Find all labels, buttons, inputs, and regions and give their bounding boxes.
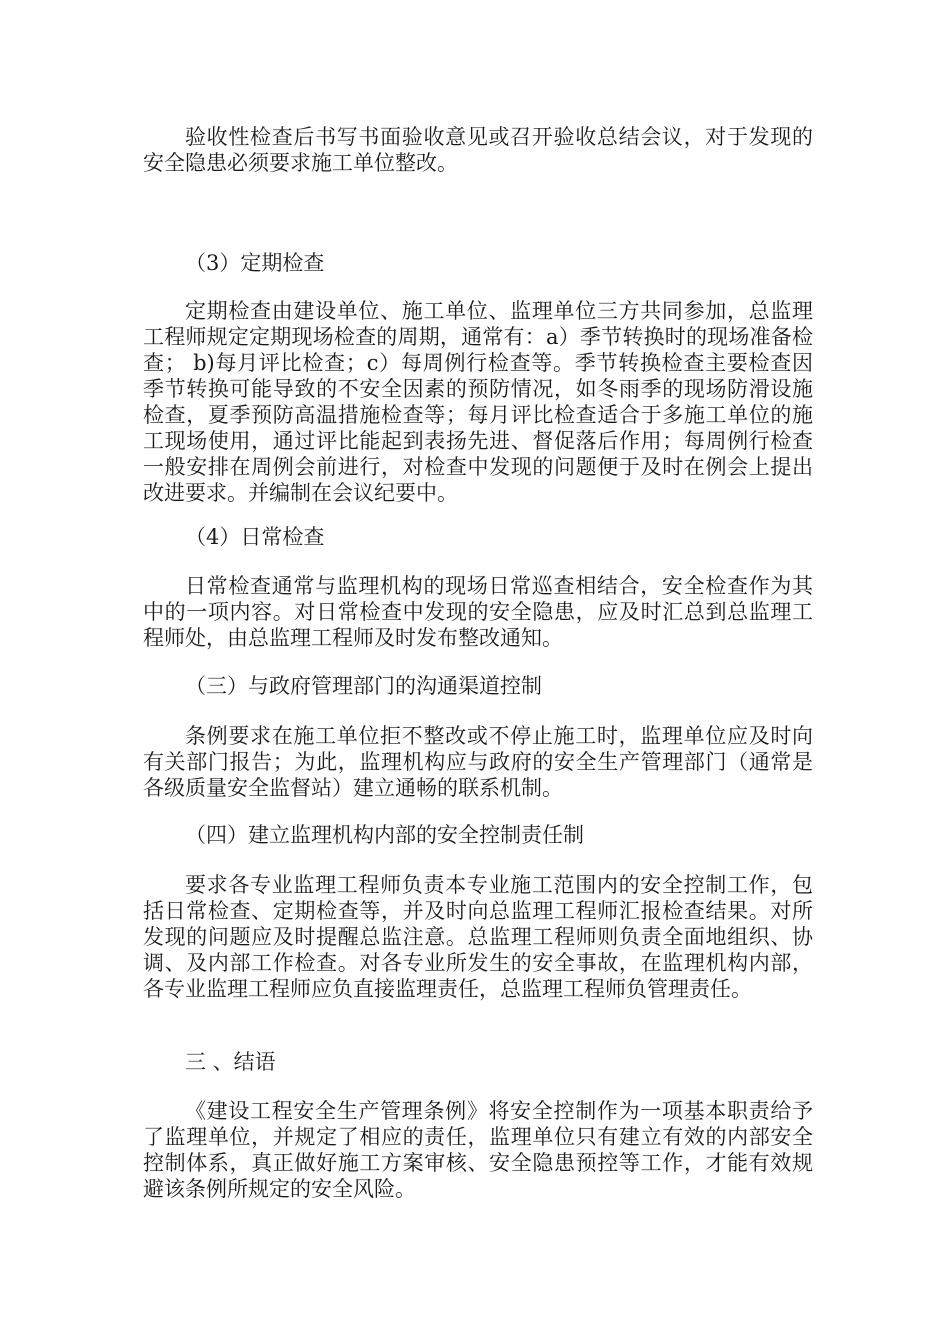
heading-periodic-inspection: （3）定期检查 [185, 251, 325, 275]
heading-conclusion: 三 、结语 [185, 1050, 276, 1074]
paragraph-daily-inspection: 日常检查通常与监理机构的现场日常巡查相结合，安全检查作为其中的一项内容。对日常检查中发现的安全隐患，应及时汇总到总监理工程师处，由总监理工程师及时发布整改通知。 [143, 574, 813, 650]
paragraph-periodic-inspection: 定期检查由建设单位、施工单位、监理单位三方共同参加，总监理工程师规定定期现场检查的周期，通常有：a）季节转换时的现场准备检查； b)每月评比检查；c）每周例行检查等。季节转换检查主要检查因季节转换可能导致的不安全因素的预防情况，如冬雨季的现场防滑设施检查，夏季预防高温措施检查等；每月评比检查适合于多施工单位的施工现场使用，通过评比能起到表扬先进、督促落后作用；每周例行检查一般安排在周例会前进行，对检查中发现的问题便于及时在例会上提出改进要求。并编制在会议纪要中。 [143, 299, 813, 505]
heading-government-communication: （三）与政府管理部门的沟通渠道控制 [185, 674, 542, 698]
paragraph-acceptance-inspection: 验收性检查后书写书面验收意见或召开验收总结会议，对于发现的安全隐患必须要求施工单位整改。 [143, 125, 813, 175]
heading-internal-responsibility: （四）建立监理机构内部的安全控制责任制 [185, 823, 584, 847]
paragraph-government-communication: 条例要求在施工单位拒不整改或不停止施工时，监理单位应及时向有关部门报告；为此，监理机构应与政府的安全生产管理部门（通常是各级质量安全监督站）建立通畅的联系机制。 [143, 724, 813, 800]
paragraph-internal-responsibility: 要求各专业监理工程师负责本专业施工范围内的安全控制工作，包括日常检查、定期检查等，并及时向总监理工程师汇报检查结果。对所发现的问题应及时提醒总监注意。总监理工程师则负责全面地组织、协调、及内部工作检查。对各专业所发生的安全事故，在监理机构内部，各专业监理工程师应负直接监理责任，总监理工程师负管理责任。 [143, 873, 813, 1001]
heading-daily-inspection: （4）日常检查 [185, 525, 325, 549]
paragraph-conclusion: 《建设工程安全生产管理条例》将安全控制作为一项基本职责给予了监理单位，并规定了相应的责任，监理单位只有建立有效的内部安全控制体系，真正做好施工方案审核、安全隐患预控等工作，才能有效规避该条例所规定的安全风险。 [143, 1099, 813, 1201]
